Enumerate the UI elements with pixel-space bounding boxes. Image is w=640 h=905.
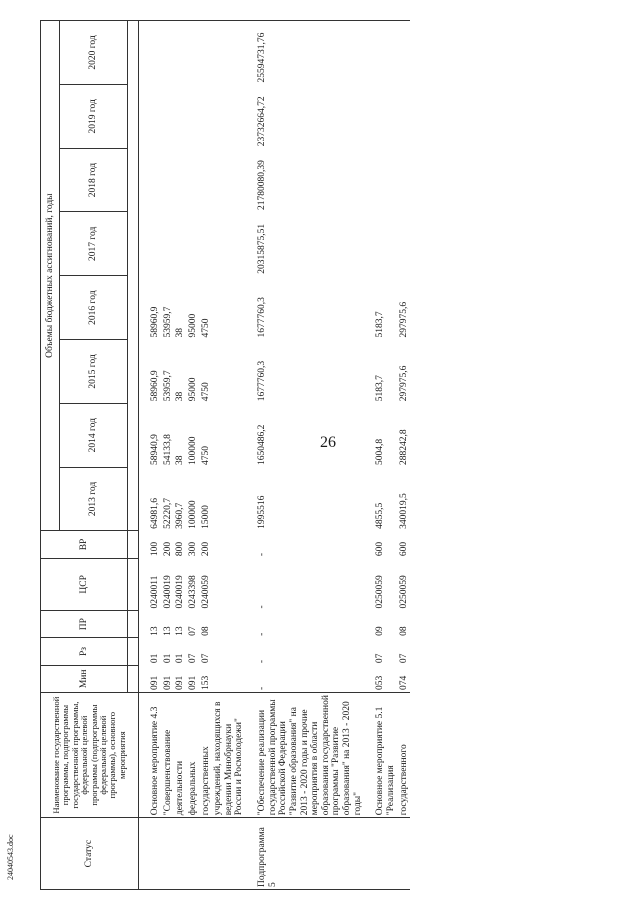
- row-status: [162, 818, 175, 890]
- row-year-value: 38: [175, 455, 186, 466]
- row-status: [398, 818, 411, 890]
- rotated-table-container: [40, 20, 610, 890]
- row-year-value: [212, 148, 246, 212]
- row-pr: 13: [162, 626, 173, 636]
- row-csr: 0240059: [200, 575, 211, 609]
- row-year-value: 64981,6: [150, 497, 160, 529]
- header-status: Статус: [41, 818, 139, 890]
- row-year-value: 52220,7: [162, 497, 173, 529]
- row-vr: [212, 531, 246, 558]
- row-vr: 200: [162, 541, 173, 557]
- row-year-value: 1677760,3: [257, 297, 267, 338]
- row-vr: 100: [150, 541, 160, 557]
- table-row: [149, 21, 162, 890]
- row-year-value: [200, 148, 213, 212]
- row-year-value: [374, 148, 397, 212]
- row-min: 153: [200, 675, 211, 690]
- row-csr: 0243398: [187, 575, 198, 609]
- row-year-value: 297975,6: [398, 301, 409, 338]
- header-spacer-rz: [128, 638, 139, 665]
- row-name: государственных: [200, 693, 213, 818]
- row-year-value: [174, 84, 187, 148]
- row-status: [174, 818, 187, 890]
- header-spacer-years: [128, 21, 139, 531]
- row-pr: -: [257, 632, 267, 636]
- row-year-value: 15000: [200, 505, 211, 529]
- row-year-value: 1677760,3: [257, 360, 267, 402]
- row-year-value: [212, 84, 246, 148]
- row-year-value: [398, 148, 411, 212]
- row-status: [149, 818, 162, 890]
- row-year-value: 95000: [187, 377, 198, 402]
- row-year-value: [212, 467, 246, 531]
- row-year-value: 25594731,76: [256, 21, 364, 85]
- row-year-value: [187, 212, 200, 276]
- row-year-value: [212, 340, 246, 404]
- row-min: 091: [187, 675, 198, 690]
- row-year-value: [149, 84, 162, 148]
- row-min: 091: [150, 675, 160, 690]
- row-csr: 0240019: [162, 575, 173, 609]
- row-year-value: 38: [175, 328, 186, 338]
- row-rz: 01: [175, 653, 186, 664]
- header-spacer-vr: [128, 531, 139, 558]
- header-spacer-min: [128, 665, 139, 692]
- row-year-value: 58960,9: [150, 306, 160, 338]
- row-vr: -: [257, 552, 267, 557]
- header-name: Наименование государственной программы, подпрограммы государственной программы, федеральной целевой программы (подпрограммы федеральной целевой программы), основного мероприятия: [41, 693, 139, 818]
- table-row: [212, 21, 246, 890]
- row-year-value: 340019,5: [398, 493, 409, 529]
- row-vr: 300: [187, 541, 198, 557]
- table-row: [256, 21, 364, 890]
- page-number: 26: [320, 434, 336, 451]
- row-year-value: 23732664,72: [257, 96, 267, 147]
- header-rz: Рз: [41, 638, 128, 665]
- row-year-value: 53959,7: [162, 306, 173, 338]
- row-rz: 01: [162, 653, 173, 664]
- row-year-value: 4855,5: [375, 502, 386, 529]
- table-row: [374, 21, 397, 890]
- row-csr: -: [257, 605, 267, 609]
- table-row: [174, 21, 187, 890]
- header-year-2014: 2014 год: [60, 403, 128, 467]
- row-year-value: 5183,7: [375, 375, 386, 402]
- header-budget-group: Объемы бюджетных ассигнований, годы: [41, 21, 60, 531]
- row-year-value: [162, 84, 175, 148]
- row-year-value: 100000: [187, 500, 198, 529]
- table-row: [398, 21, 411, 890]
- header-year-2019: 2019 год: [60, 84, 128, 148]
- header-year-2015: 2015 год: [60, 340, 128, 404]
- row-year-value: [174, 212, 187, 276]
- row-pr: 13: [150, 626, 160, 636]
- row-year-value: [212, 403, 246, 467]
- header-spacer-csr: [128, 558, 139, 610]
- row-name: "Обеспечение реализации государственной программы Российской Федерации "Развитие образования" на 2013 - 2020 годы и прочие мероприятия в области образования государственной программы "Развитие образования" на 2013 - 2020 годы": [256, 693, 364, 818]
- row-year-value: [162, 212, 175, 276]
- row-status: Подпрограмма 5: [256, 818, 364, 890]
- row-rz: 07: [187, 653, 198, 664]
- row-rz: 07: [375, 653, 386, 664]
- row-year-value: [174, 21, 187, 85]
- row-year-value: 100000: [187, 436, 198, 466]
- row-year-value: [398, 212, 411, 276]
- row-year-value: [200, 21, 213, 85]
- row-year-value: 54133,8: [162, 434, 173, 466]
- row-pr: 13: [175, 626, 186, 636]
- row-year-value: [374, 212, 397, 276]
- row-year-value: 5004,8: [375, 438, 386, 466]
- row-year-value: 4750: [200, 318, 211, 338]
- row-min: -: [257, 686, 267, 690]
- row-min: 074: [398, 675, 409, 690]
- row-pr: 08: [398, 626, 409, 636]
- row-csr: 0240019: [175, 575, 186, 609]
- row-year-value: [149, 212, 162, 276]
- header-csr: ЦСР: [41, 558, 128, 610]
- row-year-value: 288242,8: [398, 429, 409, 466]
- table-body: [139, 21, 411, 890]
- row-name: федеральных: [187, 693, 200, 818]
- row-year-value: 1995516: [257, 495, 267, 529]
- table-row: [162, 21, 175, 890]
- row-year-value: [162, 21, 175, 85]
- row-name: деятельности: [174, 693, 187, 818]
- row-status: [187, 818, 200, 890]
- header-pr: ПР: [41, 611, 128, 638]
- header-year-2016: 2016 год: [60, 276, 128, 340]
- row-year-value: 20315875,51: [257, 223, 267, 274]
- header-vr: ВР: [41, 531, 128, 558]
- row-year-value: [149, 148, 162, 212]
- row-year-value: 21780080,39: [257, 160, 267, 210]
- row-year-value: [162, 148, 175, 212]
- row-csr: 0250059: [398, 575, 409, 609]
- row-year-value: [212, 212, 246, 276]
- row-rz: 01: [150, 653, 160, 664]
- row-year-value: 38: [175, 391, 186, 402]
- row-year-value: [374, 84, 397, 148]
- row-year-value: 3960,7: [175, 502, 186, 529]
- row-status: [212, 818, 246, 890]
- row-vr: 800: [175, 541, 186, 557]
- header-year-2017: 2017 год: [60, 212, 128, 276]
- row-year-value: 5183,7: [375, 311, 386, 338]
- row-year-value: [149, 21, 162, 85]
- row-year-value: 297975,6: [398, 365, 409, 402]
- row-rz: -: [257, 660, 267, 664]
- header-year-2020: 2020 год: [60, 21, 128, 85]
- budget-table: [40, 20, 410, 890]
- row-rz: [212, 638, 246, 665]
- row-name: государственного: [398, 693, 411, 818]
- row-year-value: 58960,9: [150, 370, 160, 402]
- row-vr: 600: [398, 541, 409, 557]
- row-status: [374, 818, 397, 890]
- row-pr: [212, 611, 246, 638]
- document-footer-code: 24040543.doc: [6, 834, 15, 880]
- row-csr: 0250059: [375, 575, 386, 609]
- header-spacer-pr: [128, 611, 139, 638]
- row-year-value: 53959,7: [162, 370, 173, 402]
- row-year-value: [200, 84, 213, 148]
- table-row: [187, 21, 200, 890]
- row-name: Основное мероприятие 5.1 "Реализация: [374, 693, 397, 818]
- row-csr: 0240011: [150, 575, 160, 609]
- table-row: [200, 21, 213, 890]
- row-min: 091: [162, 675, 173, 690]
- row-name: Основное мероприятие 4.3: [149, 693, 162, 818]
- row-vr: 200: [200, 541, 211, 557]
- row-pr: 08: [200, 626, 211, 636]
- header-min: Мин: [41, 665, 128, 692]
- row-rz: 07: [200, 653, 211, 664]
- row-year-value: [374, 21, 397, 85]
- row-year-value: [187, 148, 200, 212]
- row-year-value: 95000: [187, 313, 198, 338]
- row-year-value: [187, 84, 200, 148]
- row-min: 053: [375, 675, 386, 690]
- row-rz: 07: [398, 653, 409, 664]
- row-min: 091: [175, 675, 186, 690]
- row-csr: [212, 558, 246, 610]
- row-year-value: [200, 212, 213, 276]
- row-year-value: [212, 276, 246, 340]
- row-pr: 07: [187, 626, 198, 636]
- table-header: [41, 21, 139, 890]
- row-year-value: 4750: [200, 382, 211, 402]
- header-year-2018: 2018 год: [60, 148, 128, 212]
- row-year-value: [398, 21, 411, 85]
- row-status: [200, 818, 213, 890]
- row-year-value: 58940,9: [150, 434, 160, 466]
- header-year-2013: 2013 год: [60, 467, 128, 531]
- row-year-value: [398, 84, 411, 148]
- row-year-value: 1650486,2: [257, 424, 267, 466]
- row-separator: [246, 21, 256, 890]
- row-year-value: 4750: [200, 446, 211, 466]
- row-year-value: [212, 21, 246, 85]
- row-separator: [364, 21, 374, 890]
- row-year-value: [187, 21, 200, 85]
- row-year-value: [174, 148, 187, 212]
- row-vr: 600: [375, 541, 386, 557]
- row-pr: 09: [375, 626, 386, 636]
- row-name: учреждений, находящихся в ведении Минобрнауки России и Росмолодежи": [212, 693, 246, 818]
- row-min: [212, 665, 246, 692]
- row-name: "Совершенствование: [162, 693, 175, 818]
